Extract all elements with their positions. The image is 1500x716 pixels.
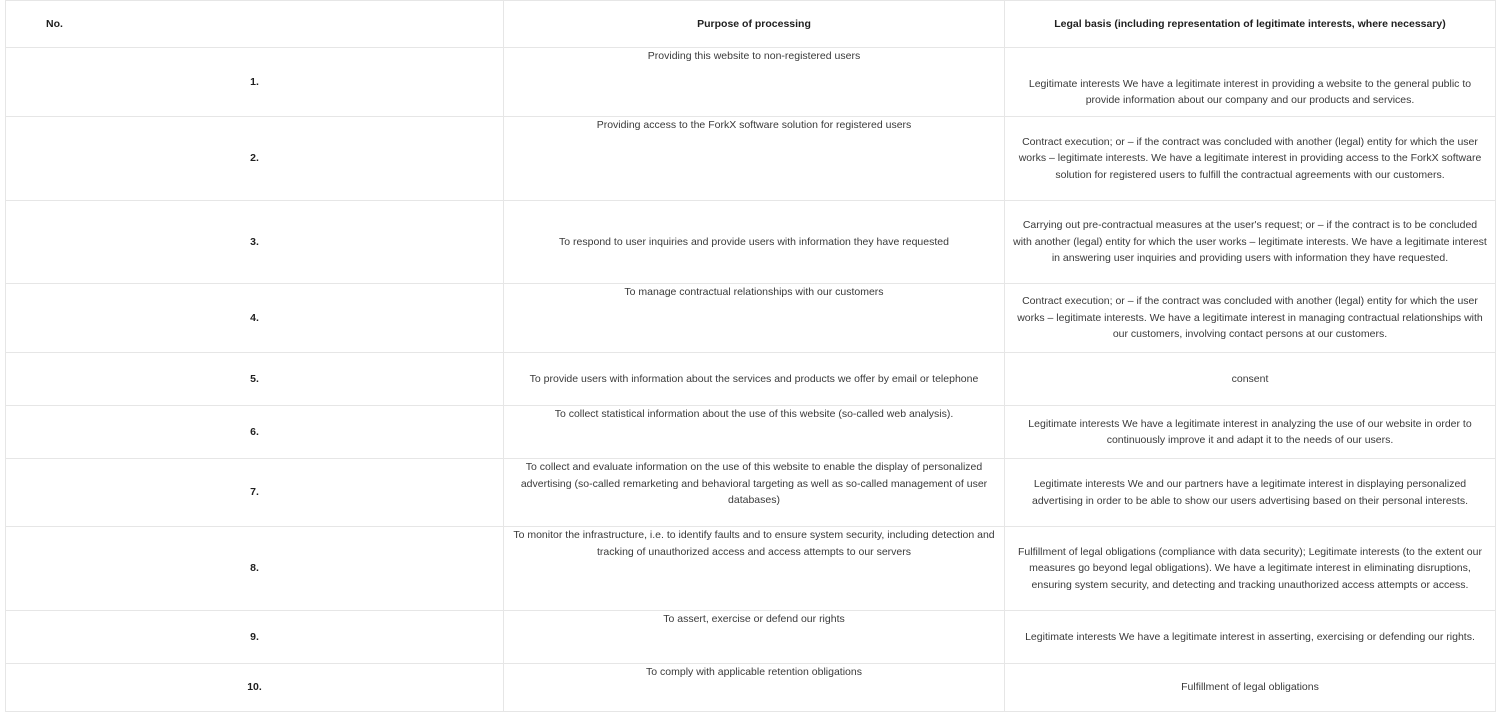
row-number: 9. [6,611,504,664]
table-row [6,459,1496,527]
row-number: 8. [6,527,504,611]
row-purpose: To monitor the infrastructure, i.e. to identify faults and to ensure system security, including detection and tracking of unauthorized access and access attempts to our servers [504,527,1005,611]
table-header [6,1,1496,48]
table-row [6,48,1496,117]
row-purpose: To collect statistical information about the use of this website (so-called web analysis). [504,406,1005,459]
row-legal-basis: Legitimate interests We and our partners have a legitimate interest in displaying personalized advertising in order to be able to show our users advertising based on their personal interests. [1005,459,1496,527]
table-body [6,48,1496,712]
row-purpose: To provide users with information about the services and products we offer by email or telephone [504,353,1005,406]
row-purpose: To respond to user inquiries and provide users with information they have requested [504,201,1005,284]
row-number: 3. [6,201,504,284]
table-row [6,527,1496,611]
header-purpose: Purpose of processing [504,1,1005,48]
row-legal-basis: Legitimate interests We have a legitimate interest in analyzing the use of our website in order to continuously improve it and adapt it to the needs of our users. [1005,406,1496,459]
row-purpose: Providing access to the ForkX software solution for registered users [504,117,1005,201]
table-row [6,201,1496,284]
table-row [6,284,1496,353]
row-purpose: To comply with applicable retention obligations [504,664,1005,712]
header-legal-basis: Legal basis (including representation of legitimate interests, where necessary) [1005,1,1496,48]
row-purpose: To manage contractual relationships with our customers [504,284,1005,353]
row-legal-basis: Fulfillment of legal obligations [1005,664,1496,712]
row-number: 7. [6,459,504,527]
row-purpose: Providing this website to non-registered users [504,48,1005,117]
row-number: 2. [6,117,504,201]
row-legal-basis: Legitimate interests We have a legitimate interest in providing a website to the general public to provide information about our company and our products and services. [1005,48,1496,117]
row-purpose: To collect and evaluate information on the use of this website to enable the display of personalized advertising (so-called remarketing and behavioral targeting as well as so-called management of user databases) [504,459,1005,527]
row-number: 1. [6,48,504,117]
row-purpose: To assert, exercise or defend our rights [504,611,1005,664]
row-number: 6. [6,406,504,459]
row-legal-basis: Contract execution; or – if the contract was concluded with another (legal) entity for which the user works – legitimate interests. We have a legitimate interest in providing access to the ForkX software solution for registered users to fulfill the contractual agreements with our customers. [1005,117,1496,201]
header-no: No. [6,1,504,48]
row-number: 10. [6,664,504,712]
processing-purposes-table [5,0,1496,712]
table-row [6,611,1496,664]
row-number: 4. [6,284,504,353]
row-legal-basis: Fulfillment of legal obligations (compliance with data security); Legitimate interests (to the extent our measures go beyond legal obligations). We have a legitimate interest in eliminating disruptions, ensuring system security, and detecting and tracking unauthorized access attempts or access. [1005,527,1496,611]
table-row [6,664,1496,712]
table-row [6,353,1496,406]
row-legal-basis: Contract execution; or – if the contract was concluded with another (legal) entity for which the user works – legitimate interests. We have a legitimate interest in managing contractual relationships with our customers, involving contact persons at our customers. [1005,284,1496,353]
table-row [6,117,1496,201]
row-number: 5. [6,353,504,406]
table-row [6,406,1496,459]
row-legal-basis: consent [1005,353,1496,406]
row-legal-basis: Legitimate interests We have a legitimate interest in asserting, exercising or defending our rights. [1005,611,1496,664]
row-legal-basis: Carrying out pre-contractual measures at the user's request; or – if the contract is to be concluded with another (legal) entity for which the user works – legitimate interests. We have a legitimate interest in answering user inquiries and providing users with information they have requested. [1005,201,1496,284]
header-row [6,1,1496,48]
